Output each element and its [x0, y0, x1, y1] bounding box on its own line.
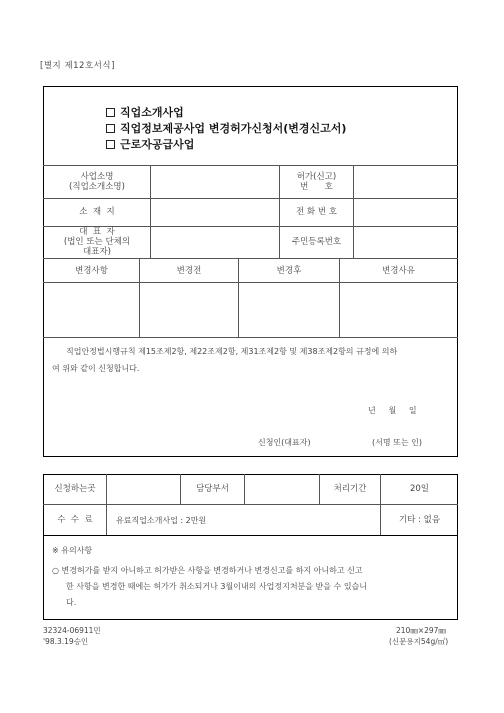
note-line-2: 한 사항을 변경한 때에는 허가가 취소되거나 3월이내의 사업정지처분을 받을 수 있습니	[66, 582, 367, 591]
address-label: 소 재 지	[79, 207, 115, 217]
paper-size: 210㎜×297㎜	[396, 626, 446, 635]
paper-type: (신문용지54g/㎡)	[389, 637, 449, 646]
form-number-label: [별지 제12호서식]	[40, 61, 115, 71]
divider	[150, 165, 151, 258]
title-option-3	[106, 136, 194, 152]
processing-period-label: 처리기간	[333, 484, 367, 494]
processing-period-value: 20일	[409, 484, 430, 494]
divider	[43, 535, 458, 536]
change-item-header: 변경사항	[75, 266, 108, 276]
statement-line-2: 여 위와 같이 신청합니다.	[52, 364, 140, 373]
divider	[43, 282, 458, 283]
after-change-header: 변경후	[276, 266, 302, 276]
approval-date: '98.3.19승인	[43, 637, 89, 646]
permit-number-label: 허가(신고) 번 호	[296, 172, 337, 192]
divider	[43, 198, 458, 199]
checkbox[interactable]	[106, 140, 115, 149]
divider	[43, 165, 458, 166]
divider	[244, 474, 245, 504]
divider	[43, 258, 458, 259]
title-option-label: 근로자공급사업	[120, 138, 195, 151]
statement-line-1: 직업안정법시행규칙 제15조제2항, 제22조제2항, 제31조제2항 및 제38조제2항의 규정에 의하	[66, 347, 398, 356]
phone-label: 전 화 번 호	[296, 207, 337, 217]
note-line-1: ○ 변경허가를 받지 아니하고 허가받은 사항을 변경하거나 변경신고를 하지 아니하고 신고	[52, 566, 363, 575]
note-line-3: 다.	[66, 598, 77, 607]
department-label: 담당부서	[196, 484, 229, 494]
divider	[106, 474, 107, 535]
title-option-1	[106, 104, 184, 120]
applicant-label: 신청인(대표자)	[258, 438, 311, 447]
before-change-header: 변경전	[176, 266, 202, 276]
title-option-label: 직업소개사업	[120, 106, 184, 119]
change-reason-header: 변경사유	[382, 266, 415, 276]
divider	[43, 337, 458, 338]
fee-value: 유료직업소개사업 : 2만원	[116, 516, 207, 525]
title-option-label: 직업정보제공사업 변경허가신청서(변경신고서)	[120, 122, 347, 135]
checkbox[interactable]	[106, 108, 115, 117]
form-code: 32324-06911민	[43, 626, 101, 635]
fee-label: 수 수 료	[57, 515, 93, 525]
notes-title: ※ 유의사항	[52, 546, 93, 555]
submit-to-label: 신청하는곳	[54, 484, 96, 494]
title-option-2	[106, 120, 346, 136]
business-name-label: 사업소명 (직업소개소명)	[69, 172, 125, 192]
resident-number-label: 주민등록번호	[291, 237, 342, 247]
other-fee: 기타 : 없음	[398, 515, 441, 525]
signature-label: (서명 또는 인)	[372, 438, 422, 447]
checkbox[interactable]	[106, 124, 115, 133]
divider	[353, 165, 354, 258]
date-field: 년 월 일	[368, 406, 417, 415]
representative-label: 대 표 자 (법인 또는 단체의 대표자)	[63, 227, 131, 257]
